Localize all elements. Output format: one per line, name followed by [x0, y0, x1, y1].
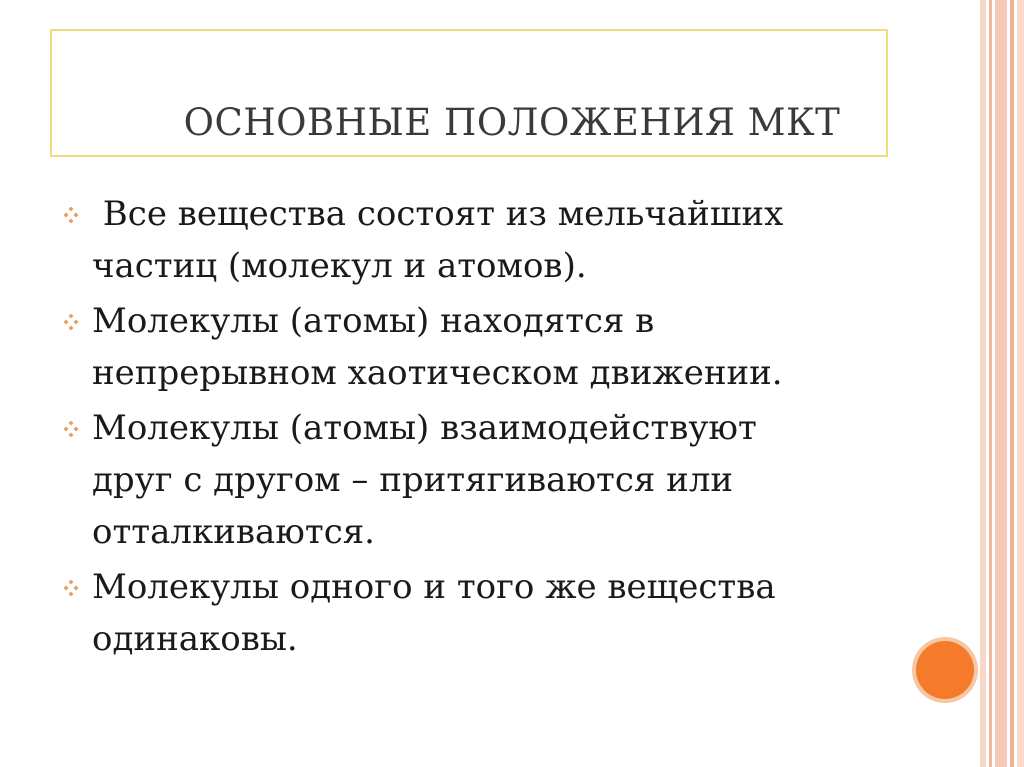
bullet-item: [60, 188, 840, 292]
bullet-line: Все вещества состоят из мельчайших: [92, 194, 784, 234]
bullet-item: [60, 295, 840, 399]
bullet-line: непрерывном хаотическом движении.: [92, 353, 783, 393]
decorative-stripes: [980, 0, 1024, 767]
bullet-item: [60, 561, 840, 665]
bullet-item: [60, 402, 840, 558]
bullet-line: частиц (молекул и атомов).: [92, 246, 587, 286]
bullet-line: Молекулы одного и того же вещества: [92, 567, 776, 607]
bullet-line: Молекулы (атомы) взаимодействуют: [92, 408, 757, 448]
bullet-line: одинаковы.: [92, 619, 298, 659]
diamond-bullet-icon: [63, 314, 79, 330]
diamond-bullet-icon: [63, 207, 79, 223]
orange-circle-icon: [916, 641, 974, 699]
bullet-line: Молекулы (атомы) находятся в: [92, 301, 655, 341]
slide-title: ОСНОВНЫЕ ПОЛОЖЕНИЯ МКТ: [183, 101, 841, 144]
diamond-bullet-icon: [63, 421, 79, 437]
bullet-list: [60, 188, 840, 668]
bullet-line: отталкиваются.: [92, 512, 375, 552]
bullet-line: друг с другом – притягиваются или: [92, 460, 734, 500]
diamond-bullet-icon: [63, 580, 79, 596]
